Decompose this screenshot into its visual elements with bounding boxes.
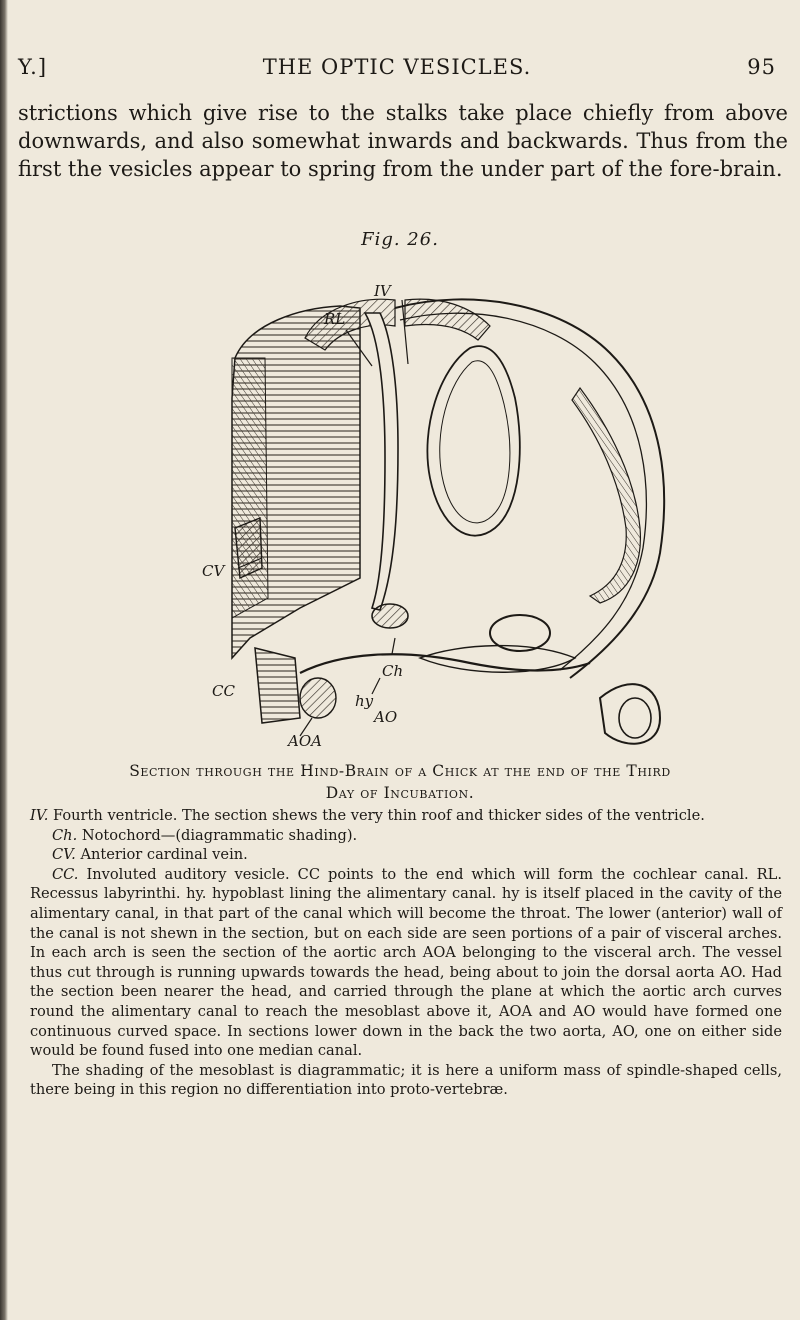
legend-cv-text: Anterior cardinal vein. (80, 846, 248, 864)
legend-iv-abbr: IV. (30, 807, 49, 824)
legend-cc-text: Involuted auditory vesicle. CC points to the end which will form the cochlear canal. RL. Recessus labyrinthi. hy. hypoblast lining the alimentary canal. hy is itself placed in the cavity of the alimentary canal, in that part of the canal which will become the throat. The lower (anterior) wall of the canal is not shewn in the section, but on each side are seen portions of a pair of visceral arches. In each arch is seen the section of the aortic arch AOA belonging to the visceral arch. The vessel thus cut through is running upwards towards the head, being about to join the dorsal aorta AO. Had the section been nearer the head, and carried through the plane at which the aortic arch curves round the alimentary canal to reach the mesoblast above it, AOA and AO would have formed one continuous curved space. In sections lower down in the back the two aorta, AO, one on either side would be found fused into one median canal. (30, 865, 782, 1060)
legend-cc-abbr: CC. (52, 865, 79, 883)
running-header (18, 55, 776, 85)
figure-number: Fig. 26. (361, 229, 439, 250)
legend-cv-abbr: CV. (52, 846, 76, 864)
legend-cc (30, 865, 782, 1061)
pointer-hy (372, 678, 380, 694)
caption-line-2: Day of Incubation. (325, 784, 475, 802)
pointer-ch (392, 638, 395, 654)
legend-ch (30, 826, 782, 846)
aortic-arch-left (300, 678, 336, 718)
page-title: THE OPTIC VESICLES. (262, 55, 532, 79)
auditory-vesicle (427, 346, 519, 536)
aortic-arch-right (619, 698, 651, 738)
section-marker: Y.] (18, 55, 48, 79)
intro-paragraph: strictions which give rise to the stalks take place chiefly from above downwards, and also somewhat inwards and backwards. Thus from the first the vesicles appear to spring from the under part of the fore-brain. (18, 101, 788, 181)
label-ao: AO (374, 708, 398, 726)
label-cc: CC (212, 682, 235, 700)
cardinal-vein (235, 518, 262, 578)
legend-shading: The shading of the mesoblast is diagrammatic; it is here a uniform mass of spindle-shaped cells, there being in this region no differentiation into proto-vertebræ. (30, 1061, 782, 1099)
caption-line-1: Section through the Hind-Brain of a Chick at the end of the Third (129, 762, 671, 780)
legend-cv (30, 845, 782, 865)
label-cv: CV (202, 562, 225, 580)
figure-caption (0, 760, 800, 804)
legend-ch-abbr: Ch. (52, 826, 78, 844)
figure-illustration (0, 278, 800, 748)
fourth-ventricle (365, 313, 398, 610)
figure-legend (30, 806, 782, 1100)
auditory-vesicle-inner (440, 361, 510, 523)
roof-hatch-right (405, 299, 490, 340)
page-number: 95 (747, 55, 776, 79)
intro-text (18, 99, 788, 183)
legend-iv-text: Fourth ventricle. The section shews the very thin roof and thicker sides of the ventricle. (53, 807, 705, 824)
label-iv: IV (374, 282, 391, 300)
label-ch: Ch (382, 662, 404, 680)
right-body-wall-inner (400, 313, 646, 670)
label-aoa: AOA (288, 732, 322, 748)
left-visceral-arch (255, 648, 300, 723)
right-vesicle (572, 388, 640, 603)
legend-ch-text: Notochord—(diagrammatic shading). (81, 826, 358, 844)
left-wall-hatched (232, 358, 268, 618)
hind-brain-section-drawing (0, 278, 800, 748)
label-rl: RL (324, 310, 346, 328)
hypoblast-line (300, 654, 590, 673)
notochord (372, 604, 408, 628)
label-hy: hy (355, 692, 374, 710)
legend-iv (30, 806, 782, 826)
